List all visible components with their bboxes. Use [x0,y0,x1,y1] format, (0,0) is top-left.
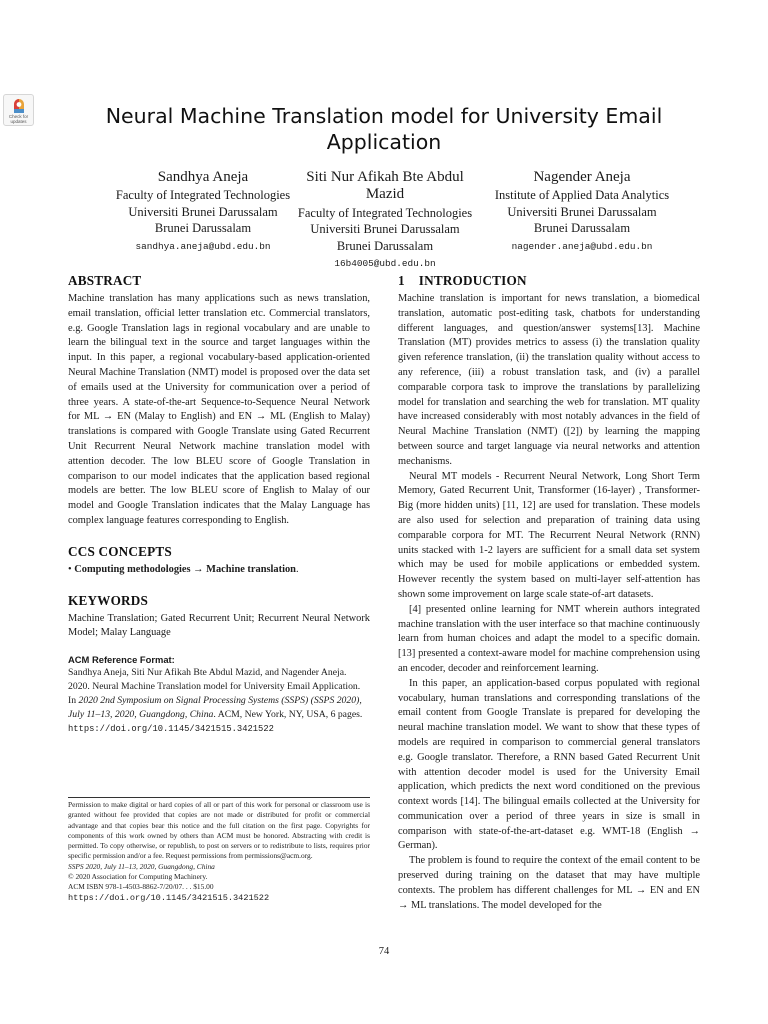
introduction-heading: 1 INTRODUCTION [398,273,527,288]
author-email[interactable]: nagender.aneja@ubd.edu.bn [511,240,653,252]
author-country: Brunei Darussalam [533,221,631,236]
keywords-heading: KEYWORDS [68,592,149,608]
abstract-heading: ABSTRACT [68,273,142,288]
ccs-period: . [295,563,299,575]
intro-paragraph-5: The problem is found to require the context of the email content to be preserved during training on the dataset that may have multiple contexts. The problem has different challenges for ML → EN and EN → ML translations. The model developed for the [398,855,700,911]
author-affiliation: Faculty of Integrated Technologies [297,205,473,220]
intro-paragraph-2: Neural MT models - Recurrent Neural Network, Long Short Term Memory, Gated Recurrent Unit, Transformer (16-layer) , Transformer-Big (more hidden units) [11, 12] are used for translation. These models are also used for selection and preparation of training data using comparable corpora for MT. The Recurrent Neural Network (RNN) units stacked with 1-2 layers are sufficient for a small data set system which may be used for mobile applications or embedded system. However recently the system based on multi-layer self-attention has shown some improvement on large scale state-of-art datasets. [398,470,700,600]
author-email[interactable]: sandhya.aneja@ubd.edu.bn [135,240,271,252]
permission-conference: SSPS 2020, July 11–13, 2020, Guangdong, China [68,861,215,871]
author-university: Universiti Brunei Darussalam [507,204,657,219]
page-number: 74 [378,946,390,957]
badge-line-1: Check for [8,114,29,119]
intro-paragraph-3: [4] presented online learning for NMT wherein authors integrated machine translation with the user interface so that machine continuously learn from human choices and adapt the model to a specific domain. [13] presented a context-aware model for machine comprehension using an encoder, decoder and reinforcement learning. [398,603,700,674]
paper-title: Neural Machine Translation model for University Email Application [105,104,663,154]
author-affiliation: Institute of Applied Data Analytics [494,188,670,203]
author-block-1 [88,169,318,255]
author-name: Siti Nur Afikah Bte Abdul Mazid [306,169,464,203]
acm-reference-heading: ACM Reference Format: [68,654,175,666]
footnote-rule [68,797,370,798]
ccs-concept-line [68,563,370,578]
acm-reference [68,654,370,736]
author-affiliation: Faculty of Integrated Technologies [115,188,291,203]
permission-isbn: ACM ISBN 978-1-4503-8862-7/20/07. . . $15.00 [68,882,214,892]
left-column [68,272,370,736]
author-university: Universiti Brunei Darussalam [310,222,460,237]
ccs-heading: CCS CONCEPTS [68,543,172,559]
author-email[interactable]: 16b4005@ubd.edu.bn [334,258,436,270]
author-block-2 [288,169,482,272]
author-block-3 [482,169,682,255]
permission-notice [68,800,370,903]
check-for-updates-badge[interactable] [3,94,34,126]
right-column [398,272,700,913]
acm-reference-text [68,666,370,736]
abstract-text: Machine translation has many applications such as news translation, email translation, official letter translation etc. Commercial translators, e.g. Google Translation lags in regional vocabulary and are unable to learn the bilingual text in the source and target languages within the input. In this paper, a regional vocabulary-based application-oriented Neural Machine Translation (NMT) model is proposed over the data set of emails used at the University for communication over a period of three years. A state-of-the-art Sequence-to-Sequence Neural Network for ML → EN (Malay to English) and EN → ML (English to Malay) translations is compared with Google Translate using Gated Recurrent Unit Recurrent Neural Network machine translation model with attention decoder. The low BLEU score of Google Translation in comparison to our model indicates that the application based regional models are better. The low BLEU score of English to Malay of our model and Google Translation indicates that the Malay Language has complex language features corresponding to English. [68,293,370,526]
permission-doi[interactable]: https://doi.org/10.1145/3421515.3421522 [68,892,270,903]
author-country: Brunei Darussalam [336,238,434,253]
permission-text: Permission to make digital or hard copies of all or part of this work for personal or classroom use is granted without fee provided that copies are not made or distributed for profit or commercial advantage and that copies bear this notice and the full citation on the first page. Copyrights for components of this work owned by others than ACM must be honored. Abstracting with credit is permitted. To copy otherwise, or republish, to post on servers or to redistribute to lists, requires prior specific permission and/or a fee. Request permissions from permissions@acm.org. [68,800,370,861]
author-name: Nagender Aneja [533,169,631,185]
acm-reference-doi[interactable]: https://doi.org/10.1145/3421515.3421522 [68,724,274,735]
badge-line-2: updates [10,119,27,124]
author-country: Brunei Darussalam [154,221,252,236]
ccs-concept: Computing methodologies → Machine translation [74,563,296,575]
ccs-bullet: • [68,563,72,575]
keywords-text: Machine Translation; Gated Recurrent Unit; Recurrent Neural Network Model; Malay Language [68,612,370,639]
intro-paragraph-4: In this paper, an application-based corpus populated with regional vocabulary, human translations and corresponding translations of the email content from Google Translate is prepared for developing the neural machine translation model. We want to show that these types of models are required in comparison to commercial general translators e.g. Google translator. Therefore, a RNN based Gated Recurrent Unit with attention decoder model is used for the University Email application, which predicts the next word conditioned on the previous context words [14]. The bilingual emails collected at the University for communication over a period of three years in size is small in comparison with state-of-the-art-dataset e.g. WMT-18 (English → German). [398,677,700,852]
acm-reference-authors: Sandhya Aneja, Siti Nur Afikah Bte Abdul Mazid, and Nagender Aneja. 2020. Neural Machine Translation model for University Email Application. In [68,667,361,707]
author-name: Sandhya Aneja [157,169,249,185]
author-university: Universiti Brunei Darussalam [128,204,278,219]
intro-paragraph-1: Machine translation is important for news translation, a biomedical translation, automatic post-editing task, chatbots for understanding different languages, and question/answer systems[13]. Machine Translation (MT) provides metrics to assess (i) the translation quality given reference translation, (ii) the translation quality without access to any reference, (iii) a robust translation task, and (iv) a parallel comparable corpora task to improve the translations by parallelizing model for translation and searching the web for translation. MT quality have increased considerably with most notably advances in the field of Neural Machine Translation (NMT) ([2]) by learning the mapping between source and target language via neural networks and attention mechanisms. [398,293,700,467]
acm-reference-venue: 2020 2nd Symposium on Signal Processing Systems (SSPS) (SSPS 2020), July 11–13, 2020, Guangdong, China [68,695,362,721]
crossmark-icon [12,98,26,114]
acm-reference-publisher: . ACM, New York, NY, USA, 6 pages. [213,709,363,721]
permission-copyright: © 2020 Association for Computing Machinery. [68,872,208,882]
